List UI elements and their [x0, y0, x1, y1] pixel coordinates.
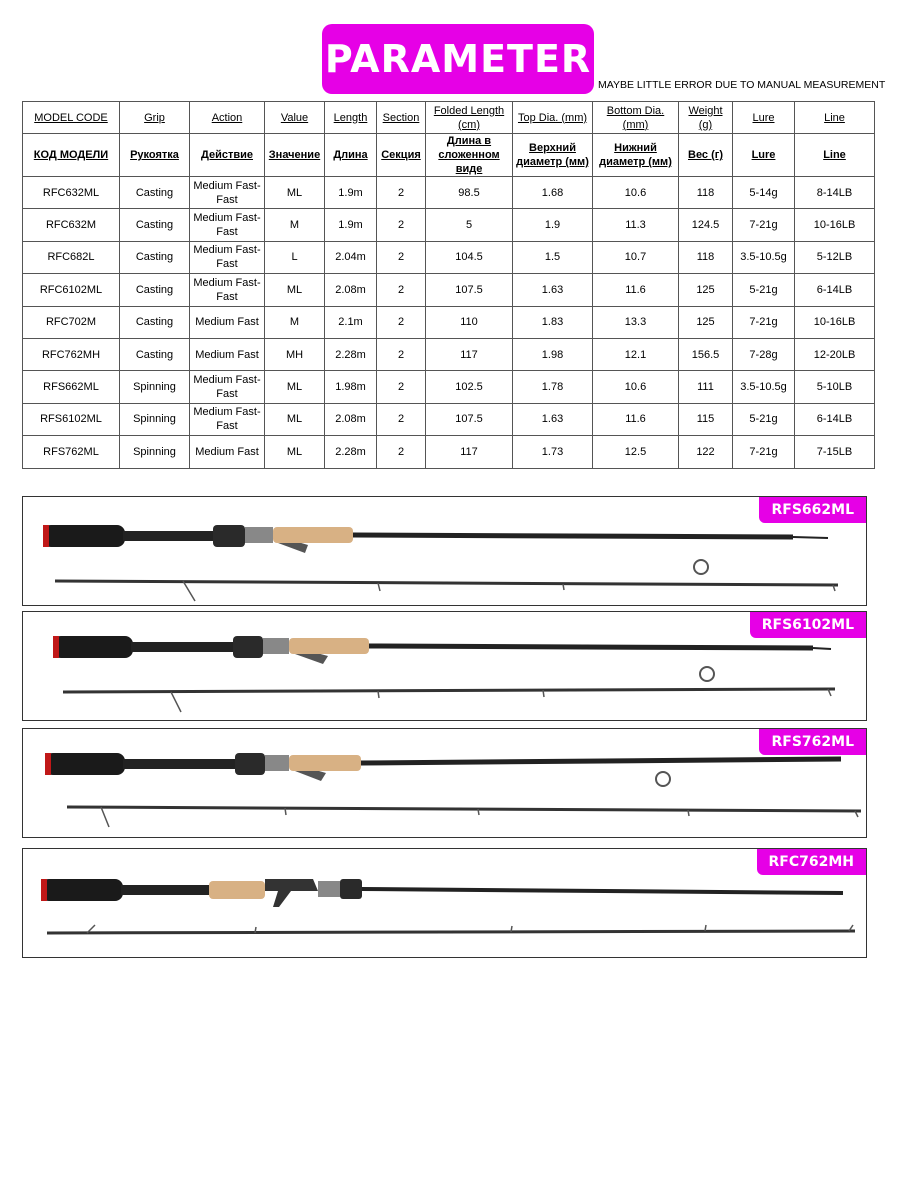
rod-panel-rfs6102ml [22, 611, 867, 721]
table-cell: 2.08m [325, 403, 377, 435]
table-cell: 5-10LB [795, 371, 875, 403]
table-row [23, 403, 875, 435]
table-cell: 3.5-10.5g [733, 371, 795, 403]
table-cell: 118 [679, 241, 733, 273]
table-cell: Medium Fast [190, 338, 265, 370]
table-cell: 1.63 [513, 274, 593, 306]
table-header-ru [23, 134, 875, 177]
col-header: MODEL CODE [23, 102, 120, 134]
col-header: Folded Length (cm) [426, 102, 513, 134]
table-cell: 2 [377, 338, 426, 370]
table-cell: L [265, 241, 325, 273]
table-cell: Medium Fast [190, 436, 265, 468]
table-row [23, 306, 875, 338]
table-cell: M [265, 209, 325, 241]
table-cell: 13.3 [593, 306, 679, 338]
table-cell: 118 [679, 177, 733, 209]
table-row [23, 274, 875, 306]
col-header: Grip [120, 102, 190, 134]
rod-panel-rfs762ml [22, 728, 867, 838]
table-cell: 11.6 [593, 403, 679, 435]
measurement-note: MAYBE LITTLE ERROR DUE TO MANUAL MEASUREMENT [598, 79, 886, 91]
table-cell: Medium Fast-Fast [190, 371, 265, 403]
table-cell: 5-21g [733, 403, 795, 435]
table-cell: 2 [377, 436, 426, 468]
table-row [23, 241, 875, 273]
table-row [23, 177, 875, 209]
table-cell: 2 [377, 209, 426, 241]
table-cell: Casting [120, 306, 190, 338]
table-cell: 8-14LB [795, 177, 875, 209]
table-cell: 124.5 [679, 209, 733, 241]
table-cell: 12-20LB [795, 338, 875, 370]
col-header-ru: Длина в сложенном виде [426, 134, 513, 177]
table-cell: 10.7 [593, 241, 679, 273]
col-header: Top Dia. (mm) [513, 102, 593, 134]
table-row [23, 338, 875, 370]
table-cell: 2.28m [325, 436, 377, 468]
table-cell: 2.28m [325, 338, 377, 370]
col-header-ru: Lure [733, 134, 795, 177]
table-cell: Casting [120, 274, 190, 306]
table-cell: 7-28g [733, 338, 795, 370]
table-cell: 1.9m [325, 177, 377, 209]
table-cell: RFC762MH [23, 338, 120, 370]
table-cell: RFC682L [23, 241, 120, 273]
table-cell: 156.5 [679, 338, 733, 370]
rod-model-tag: RFS662ML [759, 497, 866, 523]
table-cell: 5-12LB [795, 241, 875, 273]
table-cell: RFC632ML [23, 177, 120, 209]
table-cell: 7-15LB [795, 436, 875, 468]
table-cell: ML [265, 371, 325, 403]
table-cell: 7-21g [733, 306, 795, 338]
table-cell: 2 [377, 241, 426, 273]
table-cell: ML [265, 274, 325, 306]
table-cell: 1.98 [513, 338, 593, 370]
table-cell: ML [265, 436, 325, 468]
table-cell: 115 [679, 403, 733, 435]
table-cell: 2 [377, 371, 426, 403]
table-cell: 12.5 [593, 436, 679, 468]
table-cell: 11.6 [593, 274, 679, 306]
table-cell: 107.5 [426, 274, 513, 306]
table-cell: Medium Fast-Fast [190, 209, 265, 241]
col-header: Bottom Dia. (mm) [593, 102, 679, 134]
table-cell: 1.9m [325, 209, 377, 241]
table-cell: 122 [679, 436, 733, 468]
spinning-rod-image [23, 729, 866, 837]
table-cell: 1.68 [513, 177, 593, 209]
col-header-ru: Нижний диаметр (мм) [593, 134, 679, 177]
table-cell: 6-14LB [795, 403, 875, 435]
table-cell: 2.08m [325, 274, 377, 306]
table-cell: 5 [426, 209, 513, 241]
table-cell: 117 [426, 338, 513, 370]
table-cell: 7-21g [733, 209, 795, 241]
table-cell: 11.3 [593, 209, 679, 241]
table-cell: 7-21g [733, 436, 795, 468]
col-header: Weight (g) [679, 102, 733, 134]
table-cell: 111 [679, 371, 733, 403]
table-cell: Medium Fast-Fast [190, 403, 265, 435]
table-cell: 5-14g [733, 177, 795, 209]
spinning-rod-image [23, 497, 866, 605]
table-cell: Casting [120, 177, 190, 209]
table-cell: 117 [426, 436, 513, 468]
col-header-ru: Верхний диаметр (мм) [513, 134, 593, 177]
rod-model-tag: RFS762ML [759, 729, 866, 755]
col-header-ru: Значение [265, 134, 325, 177]
table-cell: RFC6102ML [23, 274, 120, 306]
rod-panel-rfc762mh [22, 848, 867, 958]
table-cell: RFS6102ML [23, 403, 120, 435]
table-cell: ML [265, 177, 325, 209]
parameter-banner: PARAMETER [322, 24, 594, 94]
table-cell: 1.5 [513, 241, 593, 273]
table-cell: 2 [377, 306, 426, 338]
parameter-table [22, 101, 875, 469]
table-cell: 12.1 [593, 338, 679, 370]
table-cell: 1.83 [513, 306, 593, 338]
rod-panel-rfs662ml [22, 496, 867, 606]
col-header: Length [325, 102, 377, 134]
col-header-ru: Длина [325, 134, 377, 177]
table-cell: 2 [377, 177, 426, 209]
table-cell: 125 [679, 274, 733, 306]
table-cell: 110 [426, 306, 513, 338]
casting-rod-image [23, 849, 866, 957]
col-header: Line [795, 102, 875, 134]
table-cell: Medium Fast-Fast [190, 241, 265, 273]
table-row [23, 436, 875, 468]
rod-model-tag: RFS6102ML [750, 612, 866, 638]
col-header: Lure [733, 102, 795, 134]
table-cell: 6-14LB [795, 274, 875, 306]
col-header: Section [377, 102, 426, 134]
col-header-ru: Секция [377, 134, 426, 177]
table-cell: RFC702M [23, 306, 120, 338]
table-cell: 1.73 [513, 436, 593, 468]
table-cell: ML [265, 403, 325, 435]
col-header-ru: Вес (г) [679, 134, 733, 177]
table-row [23, 371, 875, 403]
table-cell: Casting [120, 209, 190, 241]
col-header-ru: Рукоятка [120, 134, 190, 177]
table-cell: RFS762ML [23, 436, 120, 468]
table-cell: Medium Fast-Fast [190, 274, 265, 306]
table-cell: Spinning [120, 371, 190, 403]
table-cell: 1.78 [513, 371, 593, 403]
col-header-ru: Действие [190, 134, 265, 177]
table-cell: Casting [120, 338, 190, 370]
table-cell: 10.6 [593, 371, 679, 403]
table-cell: MH [265, 338, 325, 370]
table-cell: 2 [377, 403, 426, 435]
table-cell: 98.5 [426, 177, 513, 209]
table-cell: 107.5 [426, 403, 513, 435]
col-header-ru: Line [795, 134, 875, 177]
table-cell: 3.5-10.5g [733, 241, 795, 273]
table-row [23, 209, 875, 241]
col-header: Value [265, 102, 325, 134]
table-cell: 102.5 [426, 371, 513, 403]
col-header: Action [190, 102, 265, 134]
table-cell: 5-21g [733, 274, 795, 306]
rod-model-tag: RFC762MH [757, 849, 867, 875]
table-cell: RFS662ML [23, 371, 120, 403]
spinning-rod-image [23, 612, 866, 720]
table-cell: 104.5 [426, 241, 513, 273]
table-cell: 2.1m [325, 306, 377, 338]
table-cell: 2.04m [325, 241, 377, 273]
table-cell: 125 [679, 306, 733, 338]
table-cell: Medium Fast-Fast [190, 177, 265, 209]
table-cell: Spinning [120, 436, 190, 468]
table-cell: RFC632M [23, 209, 120, 241]
table-cell: Spinning [120, 403, 190, 435]
table-cell: 10.6 [593, 177, 679, 209]
table-cell: M [265, 306, 325, 338]
table-cell: 10-16LB [795, 306, 875, 338]
col-header-ru: КОД МОДЕЛИ [23, 134, 120, 177]
table-cell: Medium Fast [190, 306, 265, 338]
table-cell: 1.98m [325, 371, 377, 403]
table-cell: 2 [377, 274, 426, 306]
table-cell: 1.9 [513, 209, 593, 241]
table-cell: Casting [120, 241, 190, 273]
table-cell: 10-16LB [795, 209, 875, 241]
table-header-en [23, 102, 875, 134]
table-cell: 1.63 [513, 403, 593, 435]
